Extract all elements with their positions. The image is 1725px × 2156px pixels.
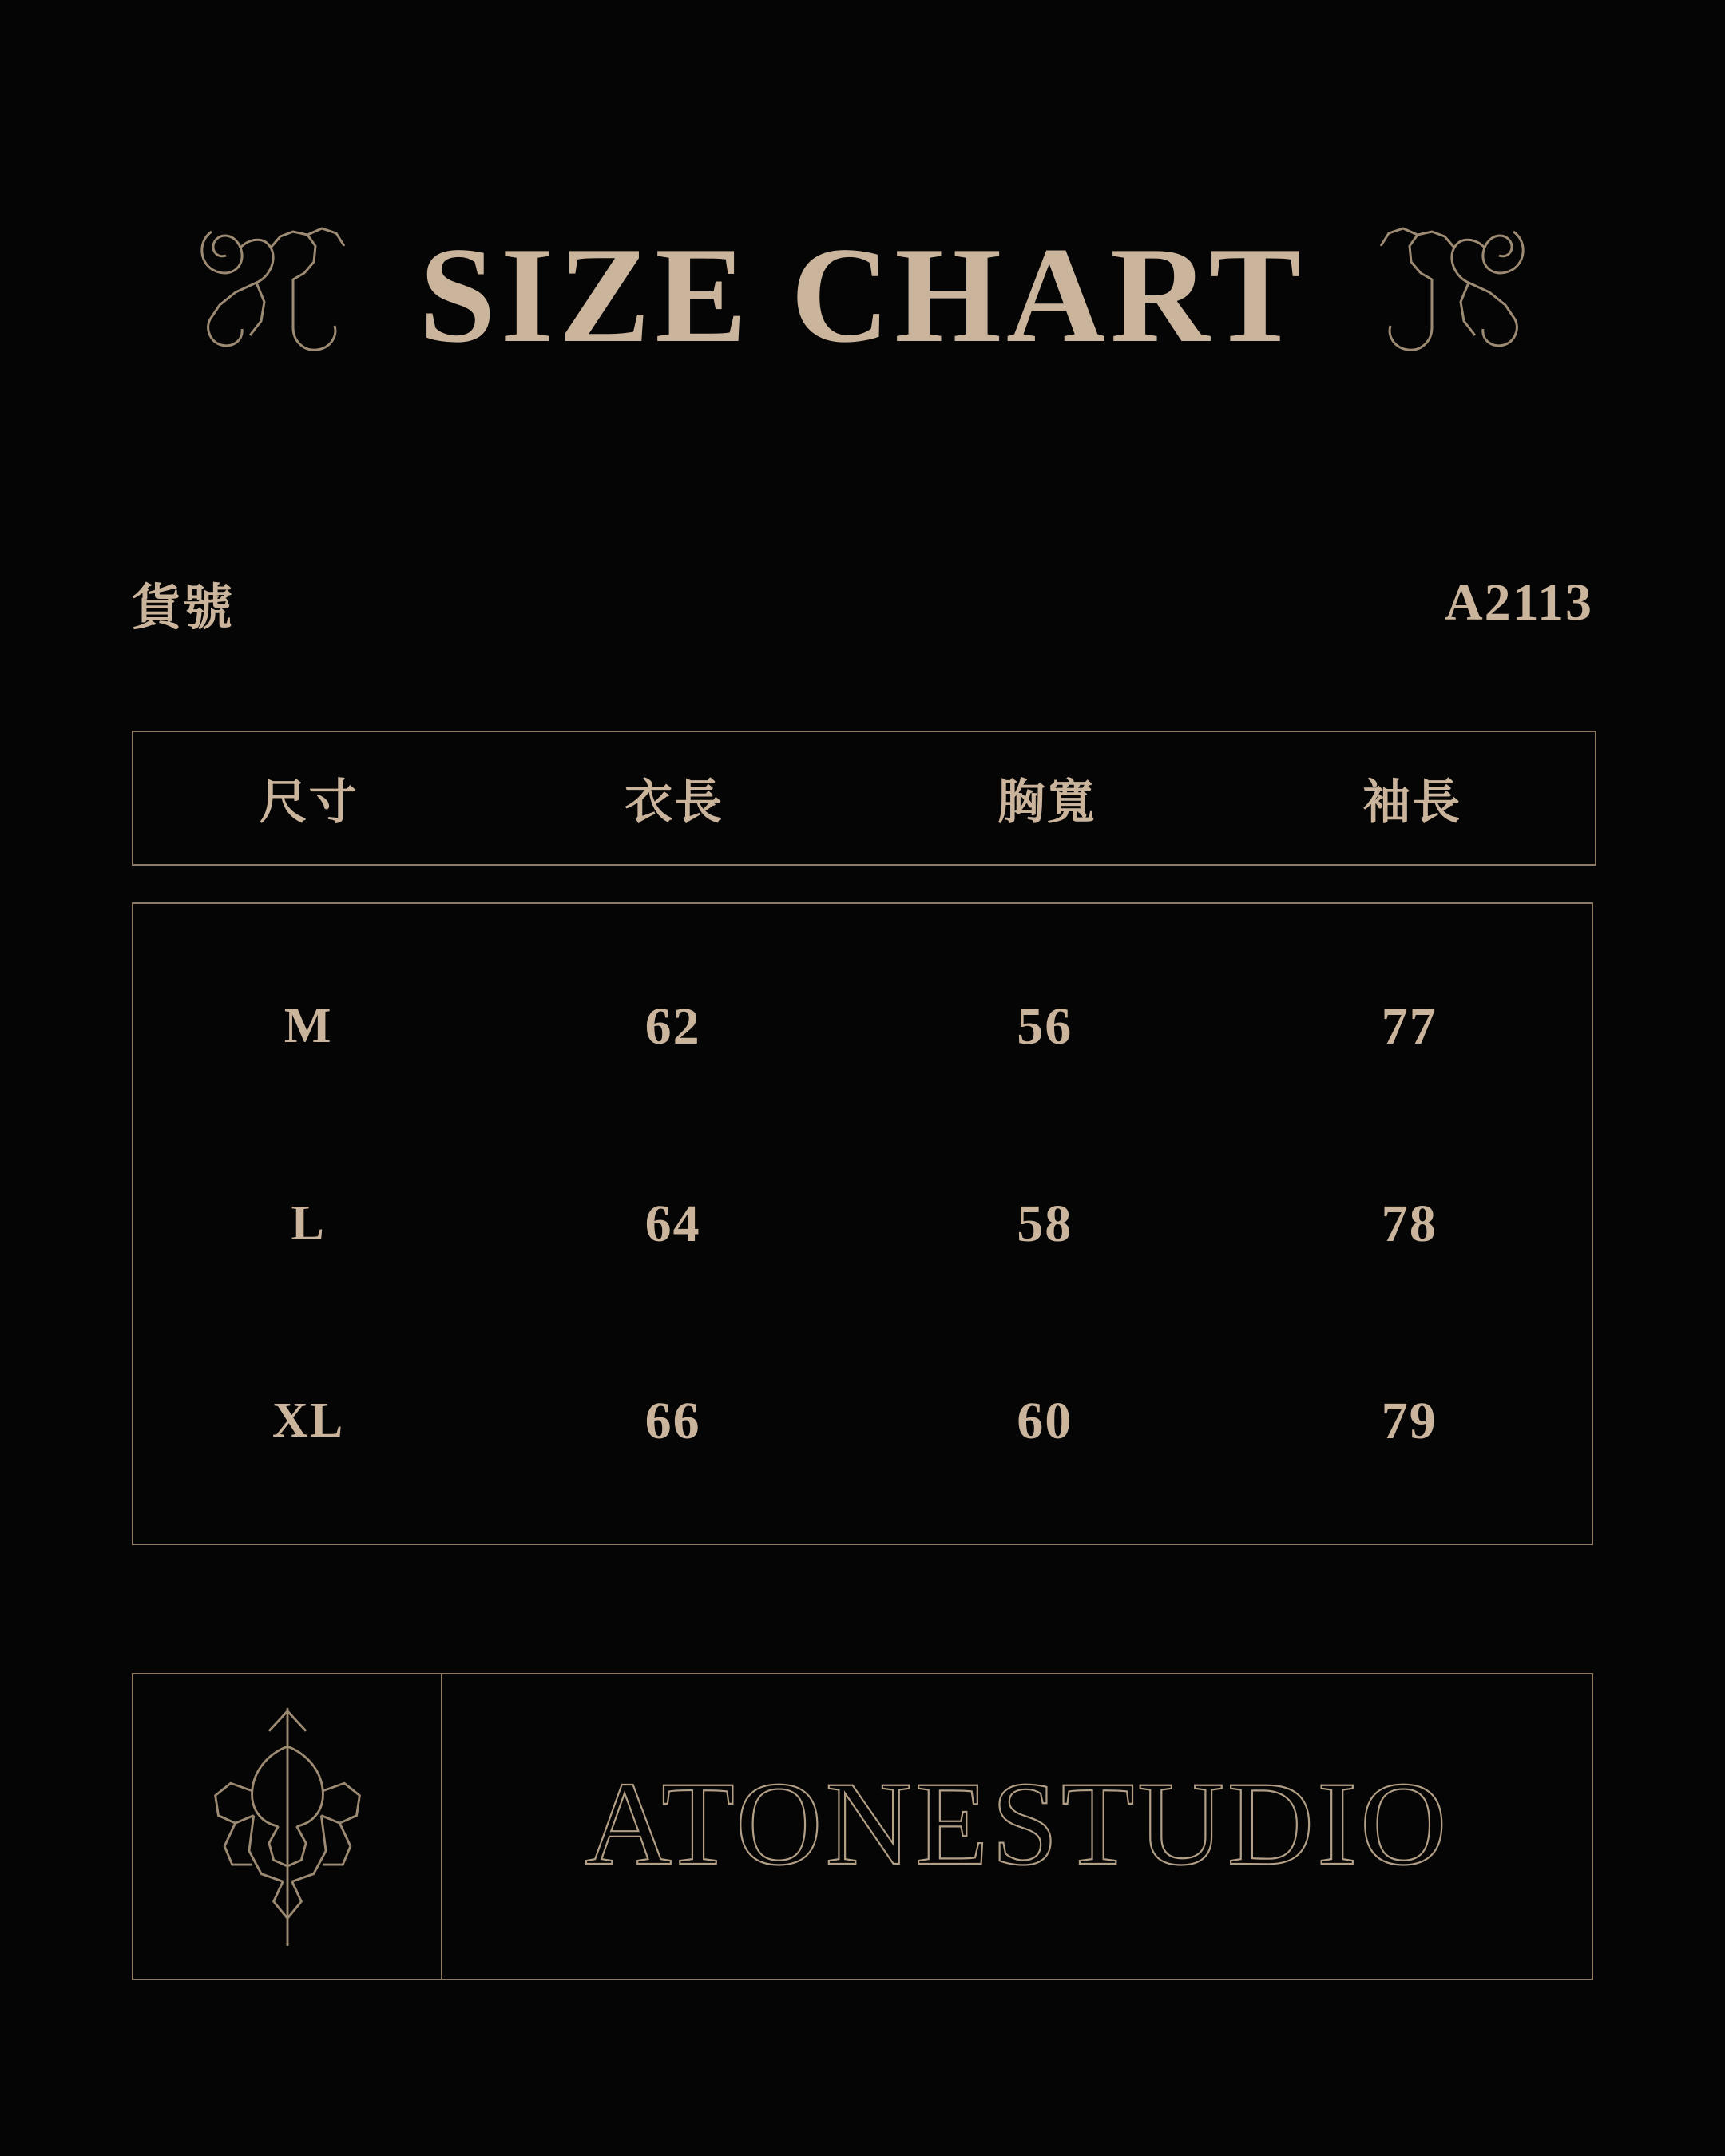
gothic-ornament-icon-left (188, 200, 371, 391)
cell-sleeve: 77 (1381, 997, 1438, 1056)
item-code-label: 貨號 (132, 577, 235, 636)
item-code-row (132, 567, 1593, 639)
cell-chest: 60 (1017, 1391, 1073, 1450)
size-table-header (132, 731, 1596, 866)
brand-name (442, 1674, 1592, 1979)
brand-name-text: ATONESTUDIO (585, 1757, 1449, 1890)
gothic-ornament-icon-right (1354, 200, 1537, 391)
item-code-value: A2113 (1444, 573, 1593, 632)
page-title: SIZE CHART (418, 220, 1307, 371)
cell-length: 66 (644, 1391, 701, 1450)
cell-chest: 56 (1017, 997, 1073, 1056)
column-header-chest: 胸寬 (997, 774, 1096, 830)
cell-sleeve: 78 (1381, 1194, 1438, 1253)
column-header-size: 尺寸 (259, 774, 359, 830)
page-header (0, 192, 1725, 399)
column-header-sleeve: 袖長 (1362, 774, 1462, 830)
cell-size: XL (272, 1393, 345, 1448)
size-table-body (132, 902, 1593, 1545)
cell-size: L (291, 1196, 326, 1250)
cell-sleeve: 79 (1381, 1391, 1438, 1450)
brand-footer (132, 1673, 1593, 1980)
table-row (133, 1194, 1592, 1254)
cell-length: 64 (644, 1194, 701, 1253)
cell-size: M (284, 999, 333, 1053)
cell-chest: 58 (1017, 1194, 1073, 1253)
column-header-length: 衣長 (625, 774, 724, 830)
table-row (133, 1391, 1592, 1452)
cell-length: 62 (644, 997, 701, 1056)
gothic-monogram-icon (133, 1674, 442, 1979)
table-row (133, 997, 1592, 1057)
